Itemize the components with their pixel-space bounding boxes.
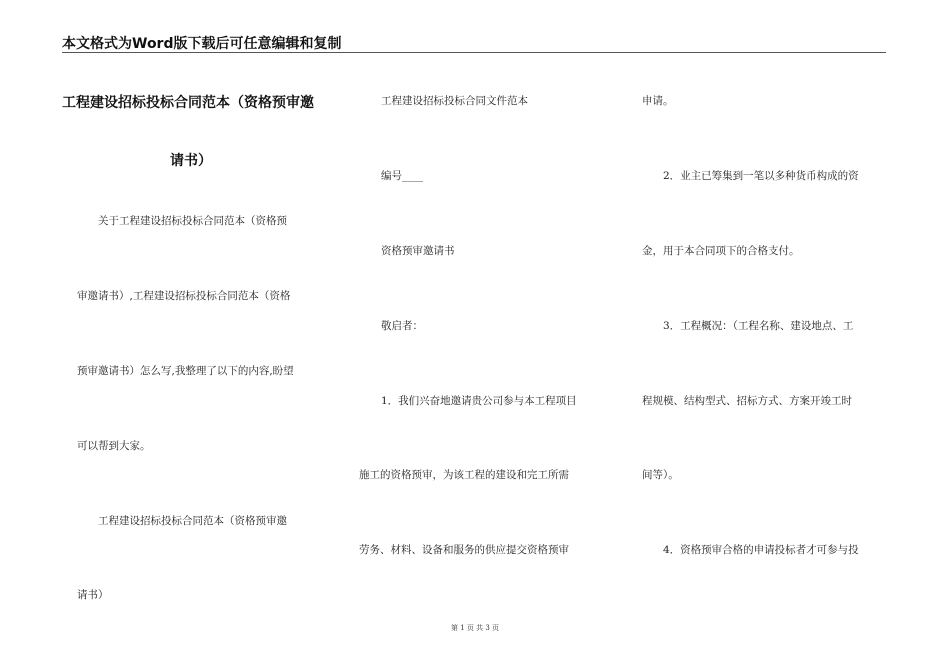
col1-line-1: 关于工程建设招标投标合同范本（资格预 [98,215,287,227]
col2-line-3: 资格预审邀请书 [381,245,455,257]
document-header: 本文格式为Word版下载后可任意编辑和复制 [62,36,342,52]
col3-line-3: 金，用于本合同项下的合格支付。 [642,245,800,257]
col1-line-3: 预审邀请书）怎么写,我整理了以下的内容,盼望 [77,365,294,377]
page-footer: 第 1 页 共 3 页 [450,624,500,632]
col2-line-1: 工程建设招标投标合同文件范本 [381,95,528,107]
col2-line-4: 敬启者： [381,320,423,332]
col3-line-5: 程规模、结构型式、招标方式、方案开竣工时 [642,395,852,407]
col2-line-2: 编号____ [381,170,423,182]
col1-line-4: 可以帮到大家。 [77,440,151,452]
col1-line-6: 请书） [77,589,109,601]
col2-line-7: 劳务、材料、设备和服务的供应提交资格预审 [359,544,569,556]
col3-line-1: 申请。 [642,95,674,107]
col3-line-7: 4．资格预审合格的申请投标者才可参与投 [663,544,859,556]
col3-line-6: 间等）。 [642,469,679,481]
col2-line-5: 1．我们兴奋地邀请贵公司参与本工程项目 [381,395,577,407]
header-rule [62,52,886,53]
col1-line-5: 工程建设招标投标合同范本（资格预审邀 [98,515,287,527]
col2-line-6: 施工的资格预审，为该工程的建设和完工所需 [359,469,569,481]
doc-title-line-1: 工程建设招标投标合同范本（资格预审邀 [62,95,314,111]
doc-title-line-2: 请书） [170,153,212,169]
col3-line-4: 3．工程概况：（工程名称、建设地点、工 [663,320,854,332]
col1-line-2: 审邀请书）,工程建设招标投标合同范本（资格 [77,290,291,302]
col3-line-2: 2．业主已筹集到一笔以多种货币构成的资 [663,170,859,182]
